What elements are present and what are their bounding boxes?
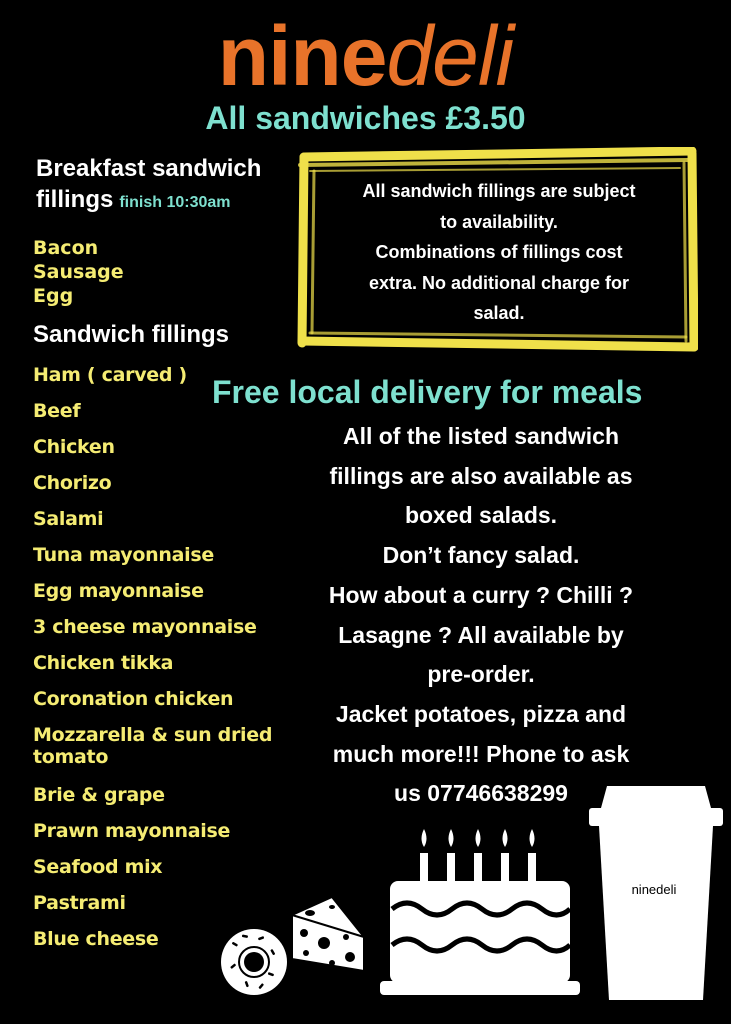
list-item: Egg (33, 285, 74, 307)
notice-line: Combinations of fillings cost (375, 242, 623, 263)
birthday-cake-icon (378, 825, 583, 998)
cheese-icon (288, 893, 368, 975)
list-item: Pastrami (33, 892, 126, 914)
list-item: Mozzarella & sun dried tomato (33, 724, 273, 768)
list-item: Seafood mix (33, 856, 163, 878)
info-line: Jacket potatoes, pizza and (335, 700, 627, 727)
list-item: Blue cheese (33, 928, 159, 950)
info-line: us 07746638299 (394, 780, 568, 807)
info-line: pre-order. (427, 661, 535, 688)
list-item: Chicken (33, 436, 115, 458)
info-line: All of the listed sandwich (342, 423, 620, 449)
info-line: much more!!! Phone to ask (332, 740, 630, 767)
info-line: fillings are also available as (329, 462, 633, 489)
notice-line: extra. No additional charge for (368, 272, 630, 293)
list-item: Ham ( carved ) (33, 364, 187, 386)
list-item: Prawn mayonnaise (33, 820, 231, 842)
list-item: Salami (33, 508, 104, 530)
list-item: Chicken tikka (33, 652, 174, 674)
sandwich-heading: Sandwich fillings (33, 321, 230, 348)
list-item: Beef (33, 400, 81, 422)
list-item: Tuna mayonnaise (33, 544, 214, 566)
list-item: 3 cheese mayonnaise (33, 616, 257, 638)
breakfast-heading-text: Breakfast sandwich fillings (36, 155, 262, 213)
logo-deli: deli (386, 9, 514, 103)
notice-line: salad. (473, 303, 525, 324)
sandwich-list (33, 364, 293, 964)
price-banner: All sandwiches £3.50 (205, 100, 526, 136)
list-item: Coronation chicken (33, 688, 234, 710)
breakfast-list (33, 236, 124, 308)
notice-line: All sandwich fillings are subject (362, 181, 636, 201)
list-item: Bacon (33, 237, 99, 259)
logo-nine: nine (217, 9, 387, 103)
list-item: Brie & grape (33, 784, 165, 806)
breakfast-note: finish 10:30am (119, 194, 231, 211)
notice-text (322, 176, 676, 329)
logo (0, 9, 731, 103)
info-text (298, 417, 664, 814)
notice-line: to availability. (440, 211, 558, 232)
info-line: How about a curry ? Chilli ? (328, 581, 634, 608)
list-item: Egg mayonnaise (33, 580, 204, 602)
info-line: Don’t fancy salad. (382, 542, 580, 569)
donut-icon (218, 925, 290, 999)
cup-label: ninedeli (631, 882, 677, 897)
list-item: Sausage (33, 261, 124, 283)
delivery-banner: Free local delivery for meals (212, 374, 643, 410)
info-line: boxed salads. (404, 502, 558, 529)
info-line: Lasagne ? All available by (338, 621, 624, 648)
breakfast-heading (36, 153, 306, 218)
list-item: Chorizo (33, 472, 112, 494)
